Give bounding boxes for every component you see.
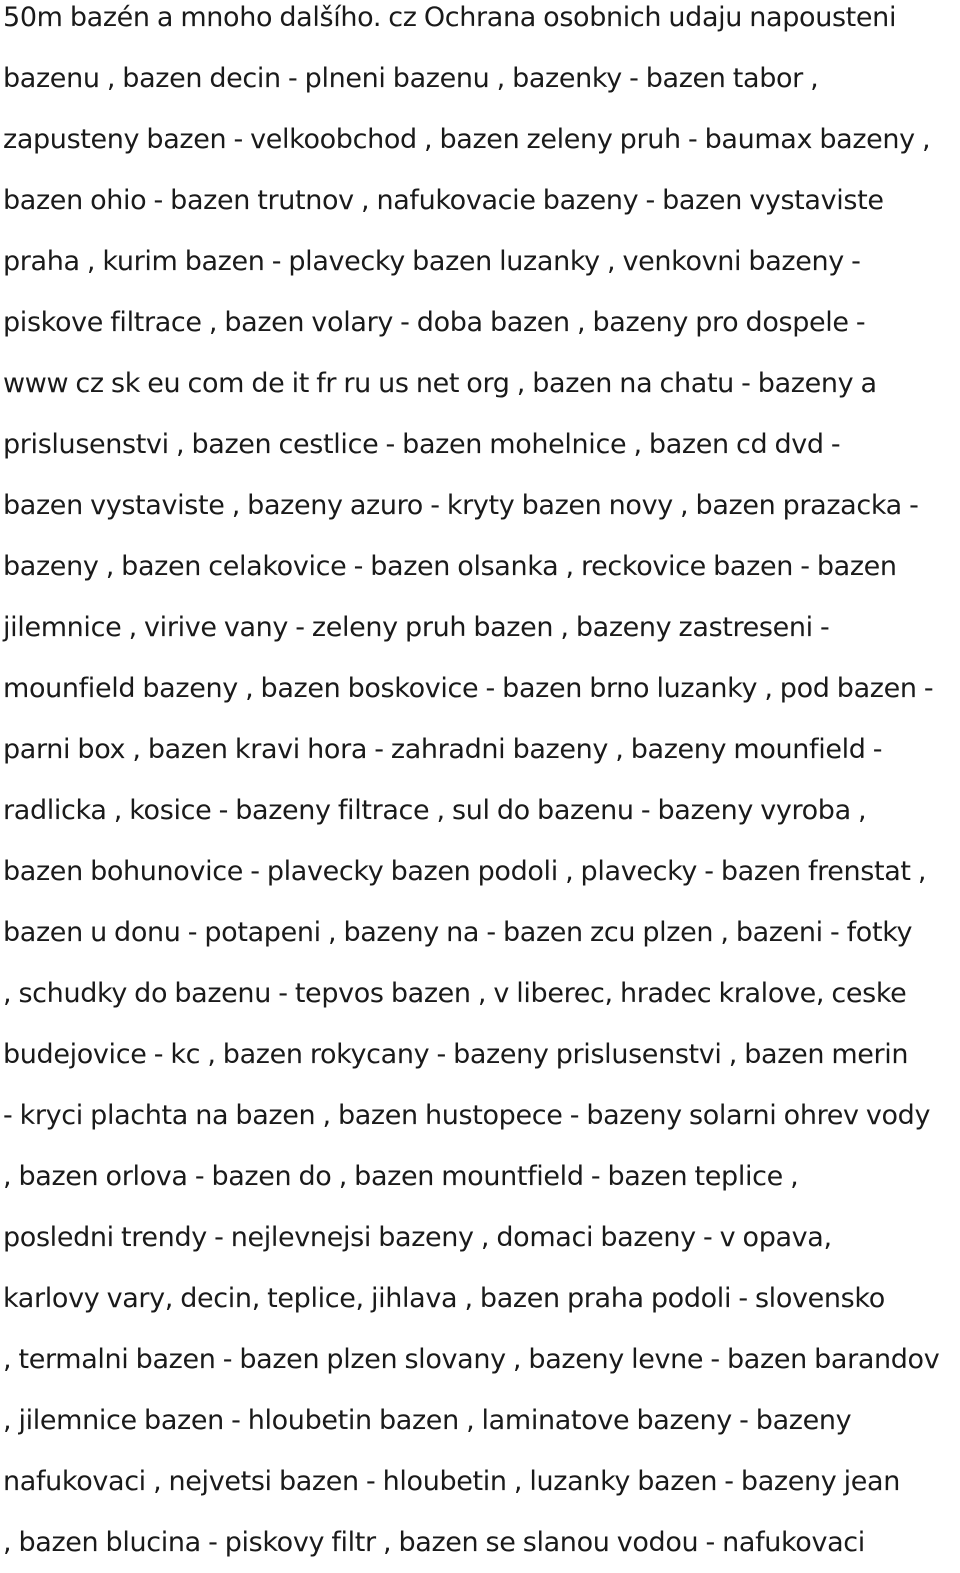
- text-line: 50m bazén a mnoho dalšího. cz Ochrana osobnich udaju napousteni: [3, 2, 897, 33]
- text-line: budejovice - kc , bazen rokycany - bazeny prislusenstvi , bazen merin: [3, 1039, 909, 1070]
- text-line: piskove filtrace , bazen volary - doba bazen , bazeny pro dospele -: [3, 307, 866, 338]
- text-line: jilemnice , virive vany - zeleny pruh bazen , bazeny zastreseni -: [3, 612, 830, 643]
- text-line: , bazen blucina - piskovy filtr , bazen se slanou vodou - nafukovaci: [3, 1527, 865, 1558]
- text-line: bazen ohio - bazen trutnov , nafukovacie bazeny - bazen vystaviste: [3, 185, 884, 216]
- text-line: praha , kurim bazen - plavecky bazen luzanky , venkovni bazeny -: [3, 246, 861, 277]
- text-line: posledni trendy - nejlevnejsi bazeny , domaci bazeny - v opava,: [3, 1222, 832, 1253]
- text-line: bazen u donu - potapeni , bazeny na - bazen zcu plzen , bazeni - fotky: [3, 917, 913, 948]
- text-line: parni box , bazen kravi hora - zahradni bazeny , bazeny mounfield -: [3, 734, 883, 765]
- text-line: nafukovaci , nejvetsi bazen - hloubetin , luzanky bazen - bazeny jean: [3, 1466, 900, 1497]
- text-line: mounfield bazeny , bazen boskovice - bazen brno luzanky , pod bazen -: [3, 673, 934, 704]
- text-line: , termalni bazen - bazen plzen slovany , bazeny levne - bazen barandov: [3, 1344, 940, 1375]
- text-line: , schudky do bazenu - tepvos bazen , v liberec, hradec kralove, ceske: [3, 978, 907, 1009]
- text-line: bazen bohunovice - plavecky bazen podoli , plavecky - bazen frenstat ,: [3, 856, 927, 887]
- text-line: bazen vystaviste , bazeny azuro - kryty bazen novy , bazen prazacka -: [3, 490, 919, 521]
- text-line: radlicka , kosice - bazeny filtrace , sul do bazenu - bazeny vyroba ,: [3, 795, 867, 826]
- text-line: bazeny , bazen celakovice - bazen olsanka , reckovice bazen - bazen: [3, 551, 897, 582]
- text-line: www cz sk eu com de it fr ru us net org , bazen na chatu - bazeny a: [3, 368, 877, 399]
- text-line: karlovy vary, decin, teplice, jihlava , bazen praha podoli - slovensko: [3, 1283, 885, 1314]
- text-line: bazenu , bazen decin - plneni bazenu , bazenky - bazen tabor ,: [3, 63, 819, 94]
- text-line: prislusenstvi , bazen cestlice - bazen mohelnice , bazen cd dvd -: [3, 429, 841, 460]
- text-line: zapusteny bazen - velkoobchod , bazen zeleny pruh - baumax bazeny ,: [3, 124, 931, 155]
- text-line: , bazen orlova - bazen do , bazen mountfield - bazen teplice ,: [3, 1161, 799, 1192]
- text-line: - kryci plachta na bazen , bazen hustopece - bazeny solarni ohrev vody: [3, 1100, 931, 1131]
- text-line: , jilemnice bazen - hloubetin bazen , laminatove bazeny - bazeny: [3, 1405, 852, 1436]
